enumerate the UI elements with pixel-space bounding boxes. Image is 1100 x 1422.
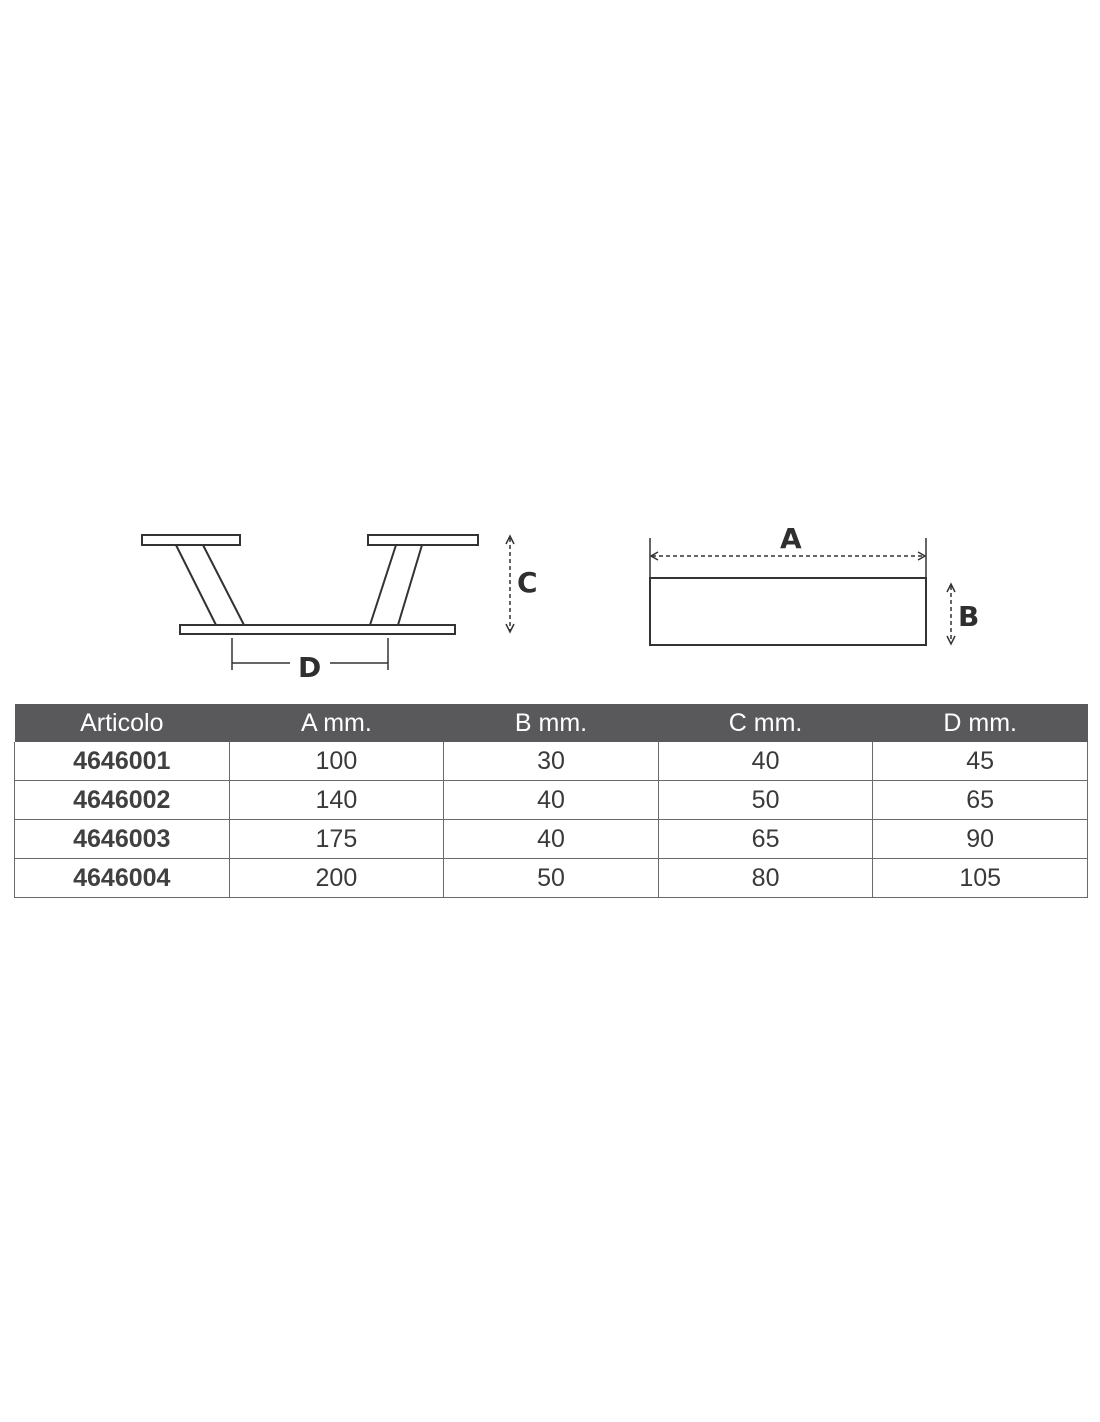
cell-d: 105 — [873, 859, 1088, 898]
header-a-mm: A mm. — [229, 704, 444, 742]
cell-c: 50 — [658, 781, 873, 820]
table-row — [15, 742, 1088, 781]
article-code: 4646001 — [15, 742, 230, 781]
cell-b: 40 — [444, 820, 659, 859]
cell-c: 80 — [658, 859, 873, 898]
cell-d: 45 — [873, 742, 1088, 781]
cell-a: 140 — [229, 781, 444, 820]
header-articolo: Articolo — [15, 704, 230, 742]
spec-table — [14, 704, 1088, 898]
cell-c: 40 — [658, 742, 873, 781]
cleat-side-view — [142, 535, 514, 670]
dimension-label-b: B — [958, 600, 980, 633]
article-code: 4646002 — [15, 781, 230, 820]
cell-d: 65 — [873, 781, 1088, 820]
cell-a: 175 — [229, 820, 444, 859]
table-row — [15, 820, 1088, 859]
article-code: 4646003 — [15, 820, 230, 859]
cleat-top-view — [650, 538, 955, 645]
table-row — [15, 859, 1088, 898]
technical-drawing — [0, 520, 1100, 690]
cell-b: 30 — [444, 742, 659, 781]
header-d-mm: D mm. — [873, 704, 1088, 742]
cell-c: 65 — [658, 820, 873, 859]
table-row — [15, 781, 1088, 820]
cell-a: 100 — [229, 742, 444, 781]
table-header-row — [15, 704, 1088, 742]
dimension-label-c: C — [517, 566, 538, 599]
dimension-label-d: D — [298, 651, 322, 684]
header-c-mm: C mm. — [658, 704, 873, 742]
cell-d: 90 — [873, 820, 1088, 859]
article-code: 4646004 — [15, 859, 230, 898]
cell-b: 50 — [444, 859, 659, 898]
cell-b: 40 — [444, 781, 659, 820]
cell-a: 200 — [229, 859, 444, 898]
header-b-mm: B mm. — [444, 704, 659, 742]
dimension-label-a: A — [780, 522, 802, 555]
